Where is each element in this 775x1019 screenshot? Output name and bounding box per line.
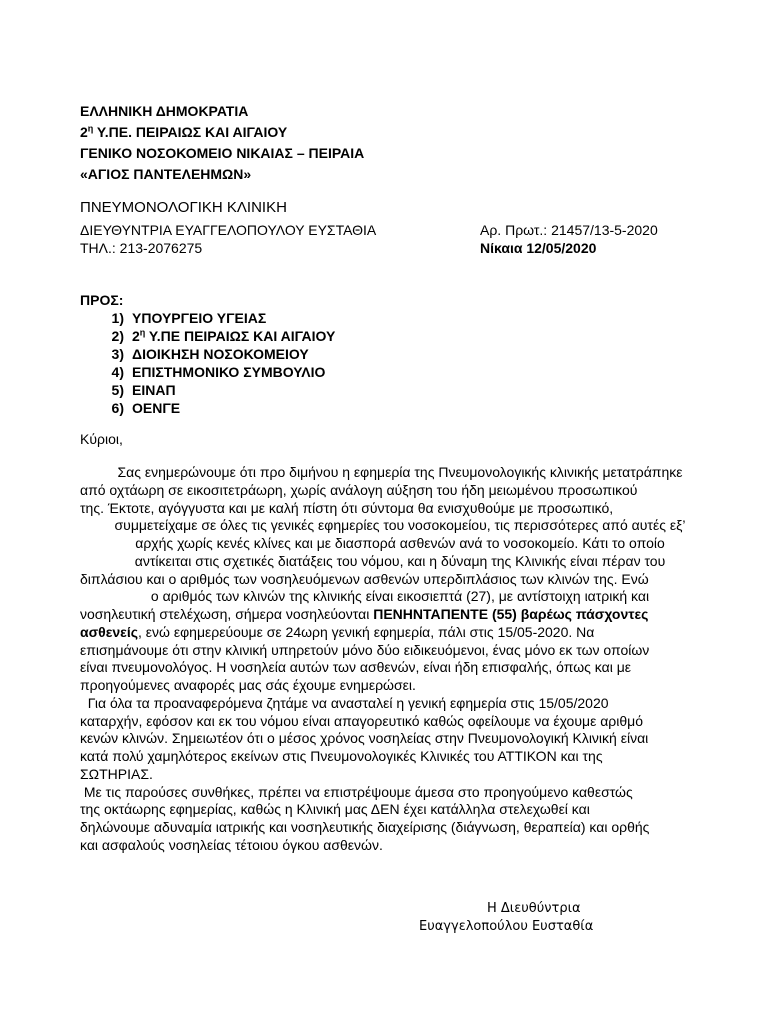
letterhead-line-republic: ΕΛΛΗΝΙΚΗ ΔΗΜΟΚΡΑΤΙΑ bbox=[80, 103, 249, 119]
recipient-item: 5) ΕΙΝΑΠ bbox=[111, 382, 176, 398]
body-line: ΣΩΤΗΡΙΑΣ. bbox=[80, 765, 153, 782]
body-line: νοσηλευτική στελέχωση, σήμερα νοσηλεύονται ΠΕΝΗΝΤΑΠΕΝΤΕ (55) βαρέως πάσχοντες bbox=[80, 606, 649, 622]
signature-title: Η Διευθύντρια bbox=[487, 901, 581, 916]
recipients-label: ΠΡΟΣ: bbox=[80, 292, 124, 308]
signature-name: Ευαγγελοπούλου Ευσταθία bbox=[419, 919, 594, 934]
body-line: κενών κλινών. Σημειωτέον ότι ο μέσος χρόνος νοσηλείας στην Πνευμονολογική Κλινική είναι bbox=[80, 730, 649, 747]
body-line: αρχής χωρίς κενές κλίνες και με διασπορά ασθενών ανά το νοσοκομείο. Κάτι το οποίο bbox=[135, 535, 665, 551]
recipient-item: 1) ΥΠΟΥΡΓΕΙΟ ΥΓΕΙΑΣ bbox=[111, 310, 267, 326]
letter-date: Νίκαια 12/05/2020 bbox=[480, 240, 597, 256]
body-line: δηλώνουμε αδυναμία ιατρικής και νοσηλευτικής διαχείρισης (διάγνωση, θεραπεία) και ορθής bbox=[80, 819, 650, 835]
region-name: Υ.ΠΕ. ΠΕΙΡΑΙΩΣ ΚΑΙ ΑΙΓΑΙΟΥ bbox=[93, 124, 288, 140]
region-ordinal: η bbox=[87, 123, 94, 134]
salutation: Κύριοι, bbox=[80, 431, 123, 447]
body-line: προηγούμενες αναφορές μας σάς έχουμε ενημερώσει. bbox=[80, 677, 416, 693]
sender-director: ΔΙΕΥΘΥΝΤΡΙΑ ΕΥΑΓΓΕΛΟΠΟΥΛΟΥ ΕΥΣΤΑΘΙΑ bbox=[80, 222, 377, 238]
body-line: της. Έκτοτε, αγόγγυστα και με καλή πίστη ότι σύντομα θα ενισχυθούμε με προσωπικό, bbox=[80, 499, 614, 516]
body-line: της οκτάωρης εφημερίας, καθώς η Κλινική μας ΔΕΝ έχει κατάλληλα στελεχωθεί και bbox=[80, 801, 590, 818]
body-line: κατά πολύ χαμηλότερος εκείνων στις Πνευμονολογικές Κλινικές του ΑΤΤΙΚΟΝ και της bbox=[80, 748, 603, 764]
recipient-item: 4) ΕΠΙΣΤΗΜΟΝΙΚΟ ΣΥΜΒΟΥΛΙΟ bbox=[111, 364, 326, 380]
body-line: συμμετείχαμε σε όλες τις γενικές εφημερίες του νοσοκομείου, τις περισσότερες από αυτές εξ’ bbox=[114, 517, 686, 534]
letterhead-line-health-region bbox=[80, 122, 720, 143]
letterhead bbox=[80, 101, 720, 185]
body-line: Για όλα τα προαναφερόμενα ζητάμε να ανασταλεί η γενική εφημερία στις 15/05/2020 bbox=[80, 694, 609, 711]
highlight-patients: ασθενείς bbox=[80, 623, 138, 640]
body-line: ασθενείς, ενώ εφημερεύουμε σε 24ωρη γενική εφημερία, πάλι στις 15/05-2020. Να bbox=[80, 623, 595, 640]
recipients-list bbox=[80, 309, 335, 417]
letter-body bbox=[80, 464, 720, 855]
recipient-item: 6) ΟΕΝΓΕ bbox=[111, 400, 181, 416]
sender-clinic: ΠΝΕΥΜΟΝΟΛΟΓΙΚΗ ΚΛΙΝΙΚΗ bbox=[80, 199, 287, 216]
highlight-patient-count: ΠΕΝΗΝΤΑΠΕΝΤΕ (55) βαρέως πάσχοντες bbox=[373, 606, 649, 622]
body-line: είναι πνευμονολόγος. Η νοσηλεία αυτών των ασθενών, είναι ήδη επισφαλής, όπως και με bbox=[80, 659, 632, 676]
body-line: αντίκειται στις σχετικές διατάξεις του νόμου, και η δύναμη της Κλινικής είναι πέραν του bbox=[134, 552, 666, 569]
recipient-item: 3) ΔΙΟΙΚΗΣΗ ΝΟΣΟΚΟΜΕΙΟΥ bbox=[111, 346, 309, 362]
body-line: καταρχήν, εφόσον και εκ του νόμου είναι απαγορευτικό καθώς οφείλουμε να έχουμε αριθμό bbox=[80, 712, 644, 729]
region-number: 2 bbox=[80, 124, 88, 140]
recipient-item: 2) $2^\eta$ Υ.ΠΕ ΠΕΙΡΑΙΩΣ ΚΑΙ ΑΙΓΑΙΟΥ bbox=[111, 327, 336, 344]
body-line: από οχτάωρη σε εικοσιτετράωρη, χωρίς ανάλογη αύξηση του ήδη μειωμένου προσωπικού bbox=[80, 481, 638, 498]
body-line: και ασφαλούς νοσηλείας τέτοιου όγκου ασθενών. bbox=[80, 836, 383, 853]
letterhead-line-hospital: ΓΕΝΙΚΟ ΝΟΣΟΚΟΜΕΙΟ ΝΙΚΑΙΑΣ – ΠΕΙΡΑΙΑ bbox=[80, 145, 365, 161]
body-line: Με τις παρούσες συνθήκες, πρέπει να επιστρέψουμε άμεσα στο προηγούμενο καθεστώς bbox=[80, 783, 633, 800]
protocol-number: Αρ. Πρωτ.: 21457/13-5-2020 bbox=[480, 222, 658, 238]
body-line: ο αριθμός των κλινών της κλινικής είναι εικοσιεπτά (27), με αντίστοιχη ιατρική και bbox=[150, 588, 650, 605]
letterhead-line-hospital-name: «ΑΓΙΟΣ ΠΑΝΤΕΛΕΗΜΩΝ» bbox=[80, 166, 252, 182]
sender-phone: ΤΗΛ.: 213-2076275 bbox=[80, 240, 203, 256]
body-line: επισημάνουμε ότι στην κλινική υπηρετούν μόνο δύο ειδικευόμενοι, ένας μόνο εκ των οποίων bbox=[80, 641, 650, 658]
body-line: Σας ενημερώνουμε ότι προ διμήνου η εφημερία της Πνευμονολογικής κλινικής μετατράπηκε bbox=[117, 464, 683, 480]
body-line: διπλάσιου και ο αριθμός των νοσηλευόμενων ασθενών υπερδιπλάσιος των κλινών της. Ενώ bbox=[80, 570, 649, 587]
